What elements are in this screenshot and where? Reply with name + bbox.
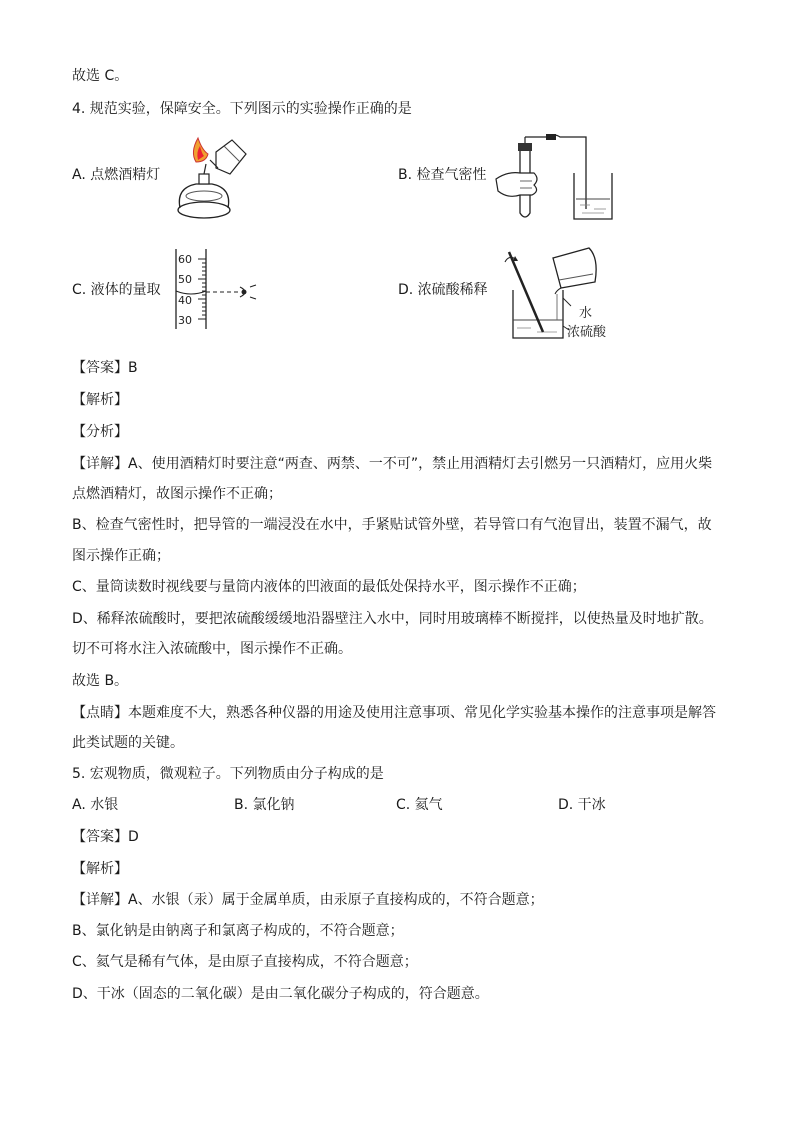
text-line: 故选 B。	[72, 673, 129, 689]
alcohol-lamp-figure	[166, 132, 252, 224]
cylinder-tick-label: 60	[178, 253, 192, 266]
q5-option-d: D. 干冰	[558, 797, 606, 813]
text-line: 此类试题的关键。	[72, 735, 184, 751]
text-line: 【详解】A、使用酒精灯时要注意“两查、两禁、一不可”，禁止用酒精灯去引燃另一只酒精灯，应用火柴	[72, 456, 713, 472]
text-line: B、检查气密性时，把导管的一端浸没在水中，手紧贴试管外壁，若导管口有气泡冒出，装置不漏气，故	[72, 517, 712, 533]
text-line: B、氯化钠是由钠离子和氯离子构成的，不符合题意；	[72, 923, 404, 939]
text-line: D、干冰（固态的二氧化碳）是由二氧化碳分子构成的，符合题意。	[72, 986, 489, 1002]
text-line: 点燃酒精灯，故图示操作不正确；	[72, 486, 282, 502]
answer-label: 【答案】B	[72, 360, 138, 376]
q4-option-b-label: B. 检查气密性	[398, 167, 487, 183]
eye-pupil-icon	[242, 290, 247, 295]
analysis-subheading: 【分析】	[72, 424, 128, 440]
q4-option-d-label: D. 浓硫酸稀释	[398, 282, 488, 298]
answer-label: 【答案】D	[72, 829, 139, 845]
text-line: 图示操作正确；	[72, 548, 170, 564]
analysis-heading: 【解析】	[72, 861, 128, 877]
question-5-stem: 5. 宏观物质，微观粒子。下列物质由分子构成的是	[72, 766, 384, 782]
question-4-stem: 4. 规范实验，保障安全。下列图示的实验操作正确的是	[72, 101, 412, 117]
acid-dilution-figure	[503, 244, 619, 344]
text-line: C、氦气是稀有气体，是由原子直接构成，不符合题意；	[72, 954, 418, 970]
acid-label: 浓硫酸	[567, 325, 607, 340]
cylinder-tick-label: 50	[178, 273, 192, 286]
text-line: 【详解】A、水银（汞）属于金属单质，由汞原子直接构成的，不符合题意；	[72, 892, 544, 908]
analysis-heading: 【解析】	[72, 392, 128, 408]
text-line: 【点睛】本题难度不大，熟悉各种仪器的用途及使用注意事项、常见化学实验基本操作的注意事项是解答	[72, 705, 716, 721]
text-line: 故选 C。	[72, 68, 129, 84]
text-line: D、稀释浓硫酸时，要把浓硫酸缓缓地沿器壁注入水中，同时用玻璃棒不断搅拌，以使热量及时地扩散。	[72, 611, 713, 627]
text-line: 切不可将水注入浓硫酸中，图示操作不正确。	[72, 641, 352, 657]
cylinder-tick-label: 30	[178, 314, 192, 327]
measuring-cylinder-figure	[172, 247, 264, 331]
q5-option-b: B. 氯化钠	[234, 797, 295, 813]
water-label: 水	[579, 306, 593, 321]
airtightness-figure	[494, 133, 620, 225]
text-line: C、量筒读数时视线要与量筒内液体的凹液面的最低处保持水平，图示操作不正确；	[72, 579, 586, 595]
q5-option-a: A. 水银	[72, 797, 119, 813]
cylinder-tick-label: 40	[178, 294, 192, 307]
q4-option-a-label: A. 点燃酒精灯	[72, 167, 161, 183]
q4-option-c-label: C. 液体的量取	[72, 282, 161, 298]
q5-option-c: C. 氦气	[396, 797, 443, 813]
